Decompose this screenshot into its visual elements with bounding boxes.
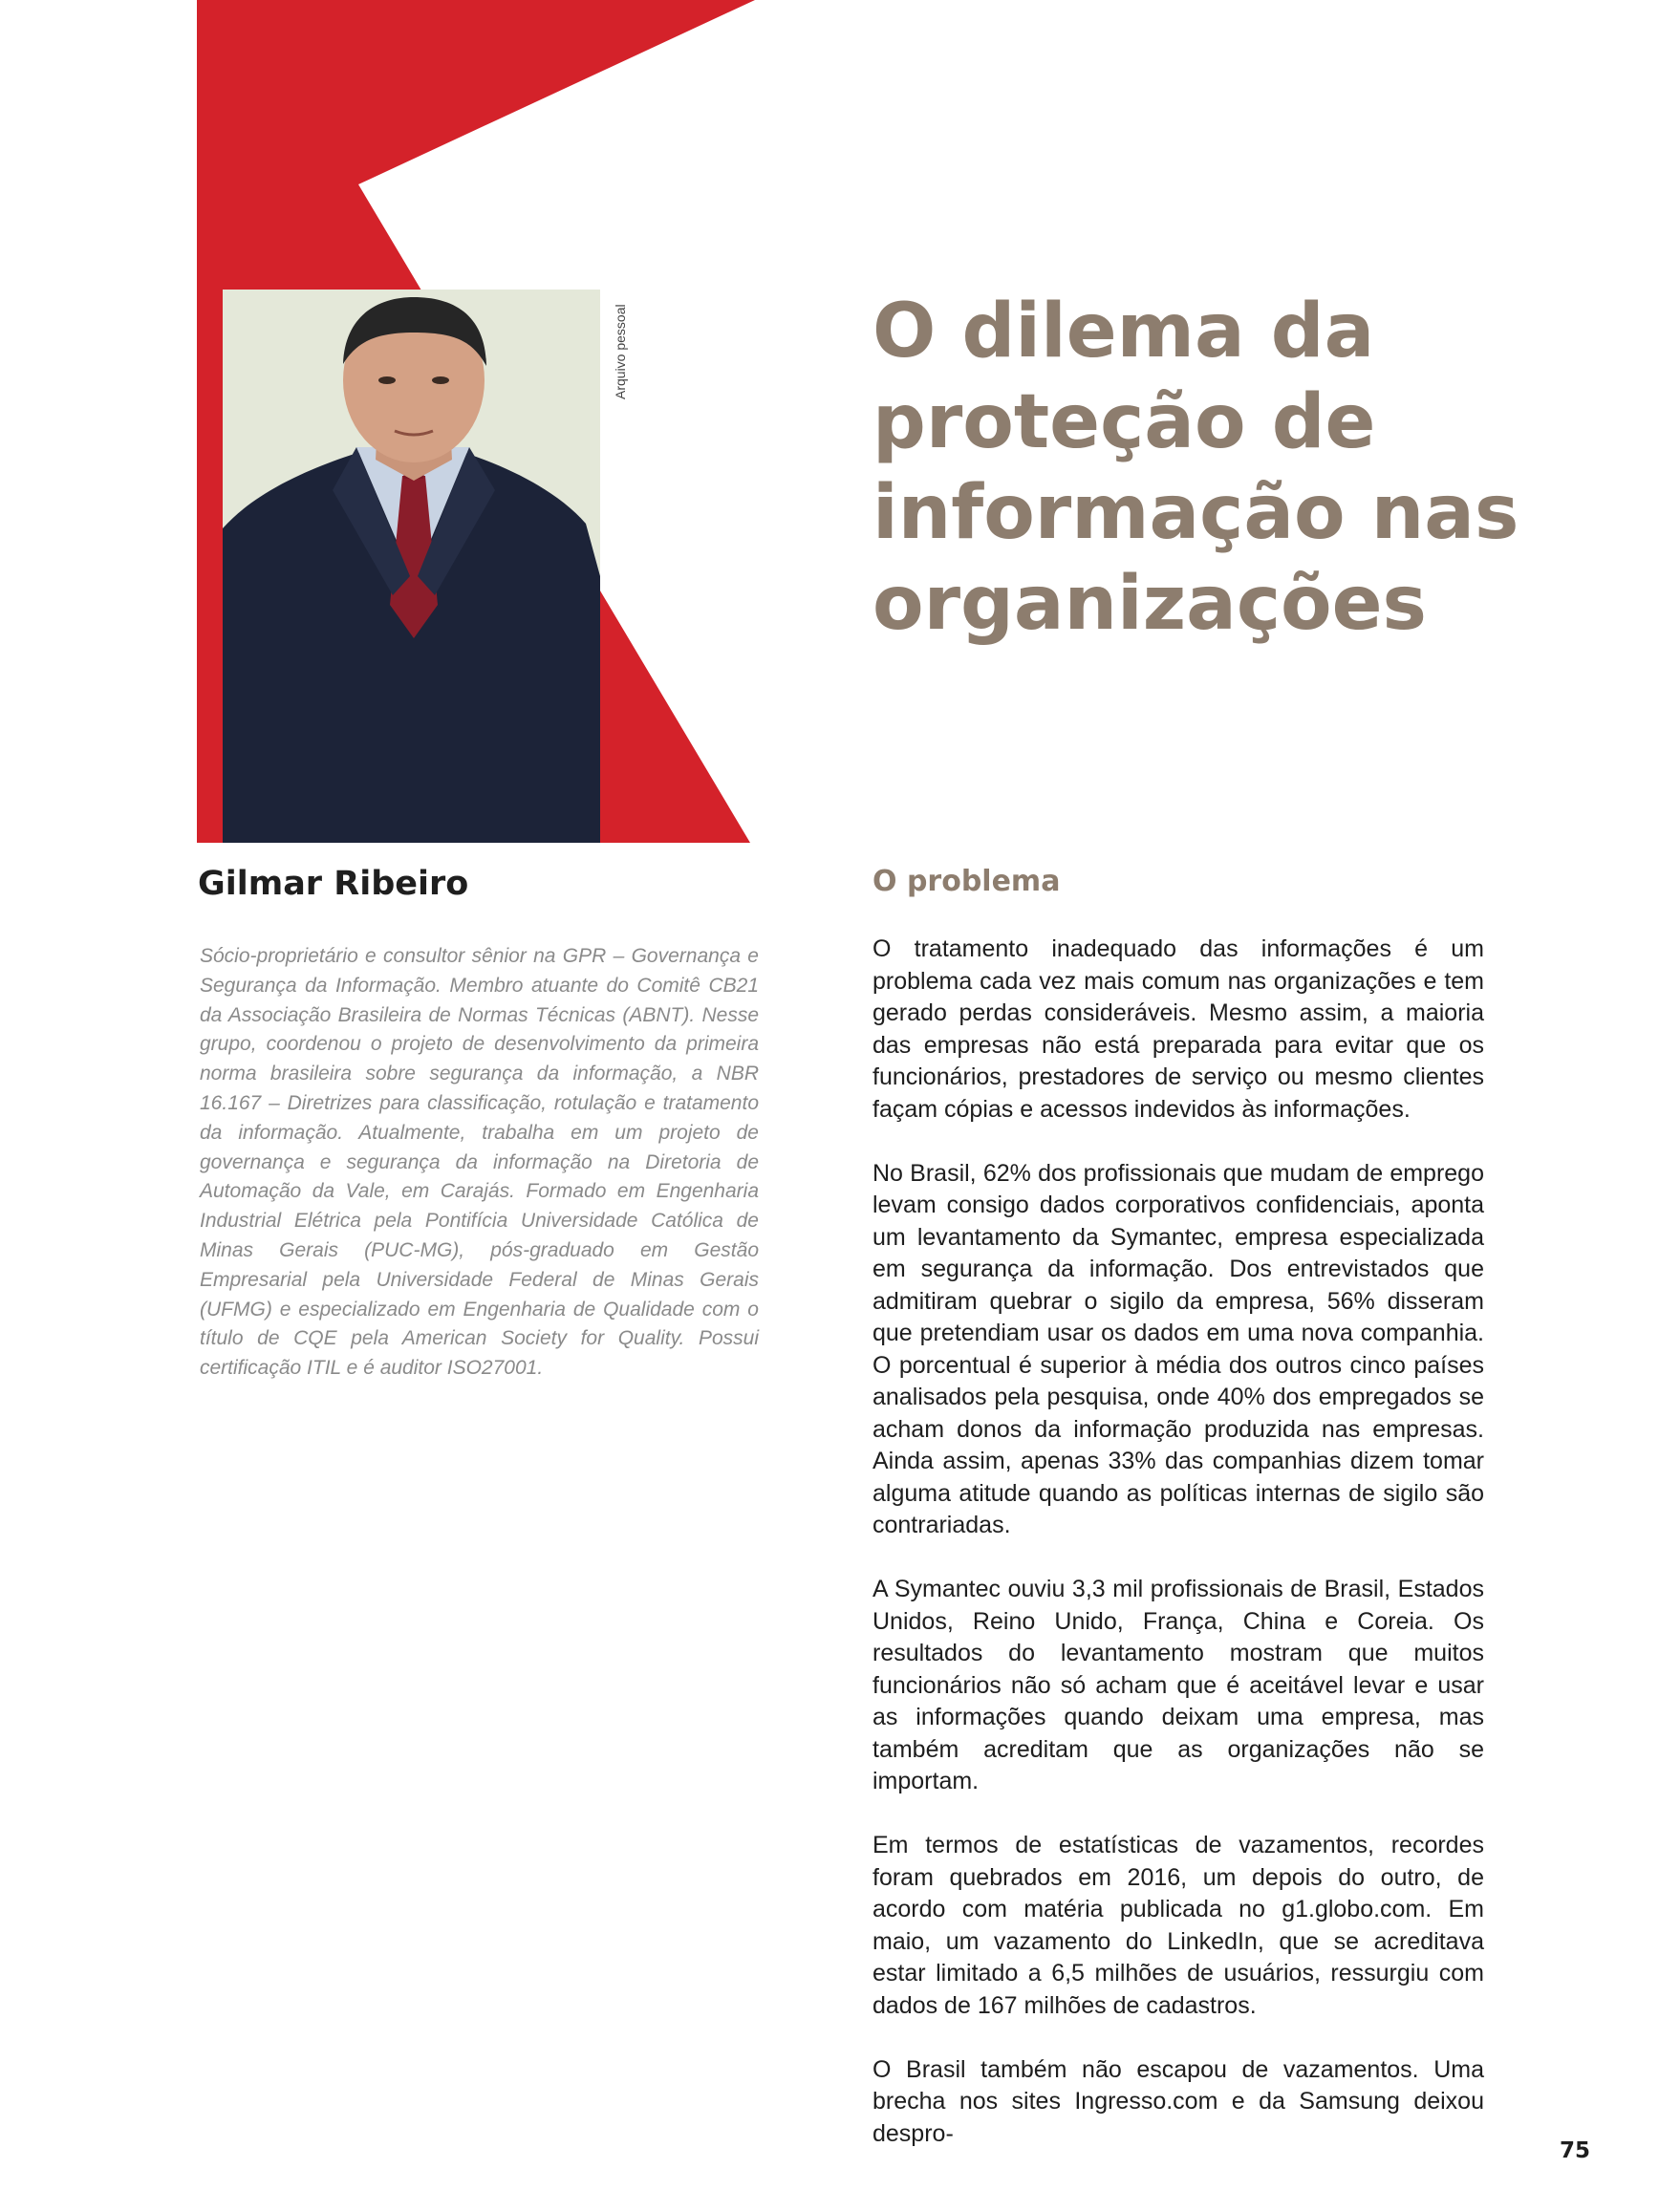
title-line: informação nas xyxy=(873,470,1519,556)
article-paragraph: Em termos de estatísticas de vazamentos, recordes foram quebrados em 2016, um depois do outro, de acordo com matéria publicada no g1.globo.com. Em maio, um vazamento do LinkedIn, que se acreditava estar limitado a 6,5 milhões de usuários, ressurgiu com dados de 167 milhões de cadastros. xyxy=(873,1832,1484,2019)
section-heading: O problema xyxy=(873,865,1061,898)
title-line: O dilema da xyxy=(873,289,1375,375)
article-paragraph: A Symantec ouviu 3,3 mil profissionais de Brasil, Estados Unidos, Reino Unido, França, China e Coreia. Os resultados do levantamento mostram que muitos funcionários não só acham que é aceitável levar e usar as informações quando deixam uma empresa, mas também acreditam que as organizações não se importam. xyxy=(873,1576,1484,1794)
author-bio: Sócio-proprietário e consultor sênior na GPR – Governança e Segurança da Informação. Membro atuante do Comitê CB21 da Associação Brasileira de Normas Técnicas (ABNT). Nesse grupo, coordenou o projeto de desenvolvimento da primeira norma brasileira sobre segurança da informação, a NBR 16.167 – Diretrizes para classificação, rotulação e tratamento da informação. Atualmente, trabalha em um projeto de governança e segurança da informação na Diretoria de Automação da Vale, em Carajás. Formado em Engenharia Industrial Elétrica pela Pontifícia Universidade Católica de Minas Gerais (PUC-MG), pós-graduado em Gestão Empresarial pela Universidade Federal de Minas Gerais (UFMG) e especializado em Engenharia de Qualidade com o título de CQE pela American Society for Quality. Possui certificação ITIL e é auditor ISO27001. xyxy=(200,945,759,1380)
photo-credit: Arquivo pessoal xyxy=(613,304,628,399)
article-title xyxy=(873,287,1541,650)
article-paragraph: O Brasil também não escapou de vazamentos. Uma brecha nos sites Ingresso.com e da Samsung deixou despro- xyxy=(873,2055,1484,2147)
article-body xyxy=(873,934,1484,2182)
title-line: organizações xyxy=(873,561,1427,647)
author-name: Gilmar Ribeiro xyxy=(198,865,469,903)
article-paragraph: No Brasil, 62% dos profissionais que mudam de emprego levam consigo dados corporativos confidenciais, aponta um levantamento da Symantec, empresa especializada em segurança da informação. Dos entrevistados que admitiram quebrar o sigilo da empresa, 56% disseram que pretendiam usar os dados em uma nova companhia. O porcentual é superior à média dos outros cinco países analisados pela pesquisa, onde 40% dos empregados se acham donos da informação produzida nas empresas. Ainda assim, apenas 33% das companhias dizem tomar alguma atitude quando as políticas internas de sigilo são contrariadas. xyxy=(873,1159,1484,1538)
title-line: proteção de xyxy=(873,379,1376,465)
article-paragraph: O tratamento inadequado das informações é um problema cada vez mais comum nas organizações e tem gerado perdas consideráveis. Mesmo assim, a maioria das empresas não está preparada para evitar que os funcionários, prestadores de serviço ou mesmo clientes façam cópias e acessos indevidos às informações. xyxy=(873,935,1484,1123)
page-number: 75 xyxy=(1560,2138,1591,2163)
author-photo xyxy=(223,290,600,843)
